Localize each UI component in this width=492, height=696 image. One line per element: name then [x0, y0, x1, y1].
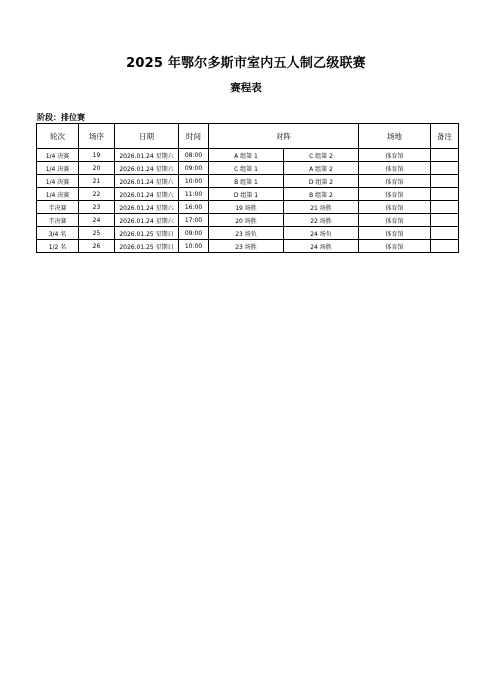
- cell-away: 24 场胜: [284, 240, 359, 253]
- cell-away: 22 场胜: [284, 214, 359, 227]
- cell-note: [431, 201, 459, 214]
- cell-note: [431, 175, 459, 188]
- cell-time: 17:00: [179, 214, 209, 227]
- table-row: [37, 175, 459, 188]
- cell-home: A 组第 1: [209, 149, 284, 162]
- cell-match-no: 22: [79, 188, 115, 201]
- cell-date: 2026.01.24 星期六: [115, 201, 179, 214]
- cell-time: 10:00: [179, 175, 209, 188]
- table-row: [37, 214, 459, 227]
- cell-date: 2026.01.24 星期六: [115, 175, 179, 188]
- cell-match-no: 25: [79, 227, 115, 240]
- cell-venue: 体育馆: [359, 149, 431, 162]
- cell-time: 09:00: [179, 162, 209, 175]
- cell-time: 10:00: [179, 240, 209, 253]
- cell-home: C 组第 1: [209, 162, 284, 175]
- cell-away: B 组第 2: [284, 188, 359, 201]
- cell-round: 半决赛: [37, 214, 79, 227]
- cell-round: 1/4 决赛: [37, 175, 79, 188]
- header-round: 轮次: [37, 124, 79, 149]
- cell-note: [431, 214, 459, 227]
- cell-match-no: 23: [79, 201, 115, 214]
- header-note: 备注: [431, 124, 459, 149]
- cell-round: 1/4 决赛: [37, 188, 79, 201]
- cell-round: 半决赛: [37, 201, 79, 214]
- cell-time: 08:00: [179, 149, 209, 162]
- cell-date: 2026.01.24 星期六: [115, 162, 179, 175]
- cell-time: 11:00: [179, 188, 209, 201]
- cell-time: 09:00: [179, 227, 209, 240]
- cell-date: 2026.01.24 星期六: [115, 188, 179, 201]
- table-row: [37, 201, 459, 214]
- cell-venue: 体育馆: [359, 162, 431, 175]
- schedule-table: [36, 123, 459, 253]
- table-row: [37, 149, 459, 162]
- cell-note: [431, 188, 459, 201]
- cell-match-no: 26: [79, 240, 115, 253]
- header-time: 时间: [179, 124, 209, 149]
- cell-away: C 组第 2: [284, 149, 359, 162]
- table-header-row: [37, 124, 459, 149]
- cell-round: 1/2 名: [37, 240, 79, 253]
- cell-date: 2026.01.24 星期六: [115, 214, 179, 227]
- cell-venue: 体育馆: [359, 175, 431, 188]
- table-row: [37, 188, 459, 201]
- cell-away: 21 场胜: [284, 201, 359, 214]
- cell-home: 20 场胜: [209, 214, 284, 227]
- cell-round: 3/4 名: [37, 227, 79, 240]
- cell-date: 2026.01.24 星期六: [115, 149, 179, 162]
- cell-home: 23 场负: [209, 227, 284, 240]
- cell-note: [431, 162, 459, 175]
- cell-match-no: 24: [79, 214, 115, 227]
- cell-round: 1/4 决赛: [37, 149, 79, 162]
- cell-venue: 体育馆: [359, 227, 431, 240]
- cell-match-no: 21: [79, 175, 115, 188]
- cell-venue: 体育馆: [359, 201, 431, 214]
- document-title: 2025 年鄂尔多斯市室内五人制乙级联赛: [126, 56, 366, 71]
- cell-venue: 体育馆: [359, 188, 431, 201]
- cell-venue: 体育馆: [359, 214, 431, 227]
- table-row: [37, 240, 459, 253]
- cell-note: [431, 240, 459, 253]
- cell-away: A 组第 2: [284, 162, 359, 175]
- document-subtitle: 赛程表: [230, 82, 262, 94]
- cell-match-no: 19: [79, 149, 115, 162]
- cell-away: 24 场负: [284, 227, 359, 240]
- cell-home: 19 场胜: [209, 201, 284, 214]
- table-row: [37, 162, 459, 175]
- header-venue: 场地: [359, 124, 431, 149]
- header-match-no: 场序: [79, 124, 115, 149]
- cell-note: [431, 149, 459, 162]
- cell-date: 2026.01.25 星期日: [115, 227, 179, 240]
- table-row: [37, 227, 459, 240]
- cell-home: 23 场胜: [209, 240, 284, 253]
- cell-date: 2026.01.25 星期日: [115, 240, 179, 253]
- cell-away: D 组第 2: [284, 175, 359, 188]
- cell-round: 1/4 决赛: [37, 162, 79, 175]
- cell-home: B 组第 1: [209, 175, 284, 188]
- header-date: 日期: [115, 124, 179, 149]
- cell-note: [431, 227, 459, 240]
- stage-label: 阶段：排位赛: [37, 113, 85, 122]
- cell-match-no: 20: [79, 162, 115, 175]
- cell-time: 16:00: [179, 201, 209, 214]
- header-matchup: 对阵: [209, 124, 359, 149]
- cell-home: D 组第 1: [209, 188, 284, 201]
- cell-venue: 体育馆: [359, 240, 431, 253]
